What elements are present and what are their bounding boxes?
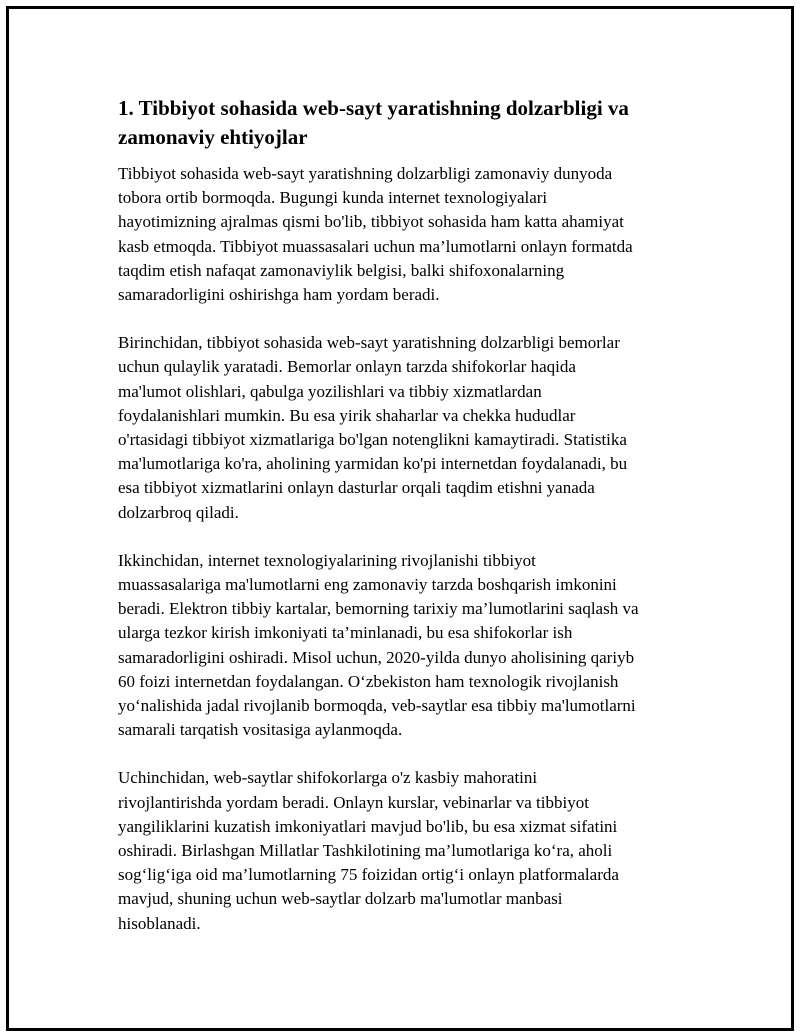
text-line: yangiliklarini kuzatish imkoniyatlari mavjud bo'lib, bu esa xizmat sifatini xyxy=(118,816,618,836)
text-line: hisoblanadi. xyxy=(118,913,201,933)
text-line: samarali tarqatish vositasiga aylanmoqda. xyxy=(118,720,403,740)
text-line: yo‘nalishida jadal rivojlanib bormoqda, veb-saytlar esa tibbiy ma'lumotlarni xyxy=(118,696,636,716)
text-line: samaradorligini oshirishga ham yordam beradi. xyxy=(118,285,440,305)
text-line: beradi. Elektron tibbiy kartalar, bemorning tarixiy ma’lumotlarini saqlash va xyxy=(118,599,639,619)
text-line: mavjud, shuning uchun web-saytlar dolzarb ma'lumotlar manbasi xyxy=(118,889,563,909)
heading-line: 1. Tibbiyot sohasida web-sayt yaratishning dolzarbligi va xyxy=(118,96,629,120)
text-line: 60 foizi internetdan foydalangan. O‘zbekiston ham texnologik rivojlanish xyxy=(118,671,619,691)
paragraph-second xyxy=(118,549,700,743)
text-line: taqdim etish nafaqat zamonaviylik belgisi, balki shifoxonalarning xyxy=(118,260,565,280)
paragraph-intro xyxy=(118,162,700,307)
section-heading xyxy=(118,94,700,152)
text-line: ularga tezkor kirish imkoniyati ta’minlanadi, bu esa shifokorlar ish xyxy=(118,623,573,643)
document-body xyxy=(118,94,700,960)
text-line: oshiradi. Birlashgan Millatlar Tashkilotining ma’lumotlariga ko‘ra, aholi xyxy=(118,841,613,861)
text-line: samaradorligini oshiradi. Misol uchun, 2020-yilda dunyo aholisining qariyb xyxy=(118,647,635,667)
text-line: muassasalariga ma'lumotlarni eng zamonaviy tarzda boshqarish imkonini xyxy=(118,575,617,595)
text-line: Birinchidan, tibbiyot sohasida web-sayt yaratishning dolzarbligi bemorlar xyxy=(118,333,620,353)
text-line: foydalanishlari mumkin. Bu esa yirik shaharlar va chekka hududlar xyxy=(118,405,576,425)
text-line: esa tibbiyot xizmatlarini onlayn dasturlar orqali taqdim etishni yanada xyxy=(118,478,595,498)
paragraph-first xyxy=(118,331,700,525)
text-line: Ikkinchidan, internet texnologiyalarining rivojlanishi tibbiyot xyxy=(118,550,536,570)
text-line: Uchinchidan, web-saytlar shifokorlarga o'z kasbiy mahoratini xyxy=(118,768,538,788)
text-line: ma'lumotlariga ko'ra, aholining yarmidan ko'pi internetdan foydalanadi, bu xyxy=(118,454,628,474)
text-line: Tibbiyot sohasida web-sayt yaratishning dolzarbligi zamonaviy dunyoda xyxy=(118,164,613,183)
text-line: uchun qulaylik yaratadi. Bemorlar onlayn tarzda shifokorlar haqida xyxy=(118,357,576,377)
text-line: tobora ortib bormoqda. Bugungi kunda internet texnologiyalari xyxy=(118,188,548,208)
text-line: ma'lumot olishlari, qabulga yozilishlari va tibbiy xizmatlardan xyxy=(118,381,542,401)
text-line: rivojlantirishda yordam beradi. Onlayn kurslar, vebinarlar va tibbiyot xyxy=(118,792,589,812)
text-line: kasb etmoqda. Tibbiyot muassasalari uchun ma’lumotlarni onlayn formatda xyxy=(118,236,633,256)
text-line: dolzarbroq qiladi. xyxy=(118,502,239,522)
text-line: sog‘lig‘iga oid ma’lumotlarning 75 foizidan ortig‘i onlayn platformalarda xyxy=(118,865,619,885)
paragraph-third xyxy=(118,766,700,935)
text-line: hayotimizning ajralmas qismi bo'lib, tibbiyot sohasida ham katta ahamiyat xyxy=(118,212,624,232)
heading-line: zamonaviy ehtiyojlar xyxy=(118,125,308,149)
text-line: o'rtasidagi tibbiyot xizmatlariga bo'lgan notenglikni kamaytiradi. Statistika xyxy=(118,430,627,450)
